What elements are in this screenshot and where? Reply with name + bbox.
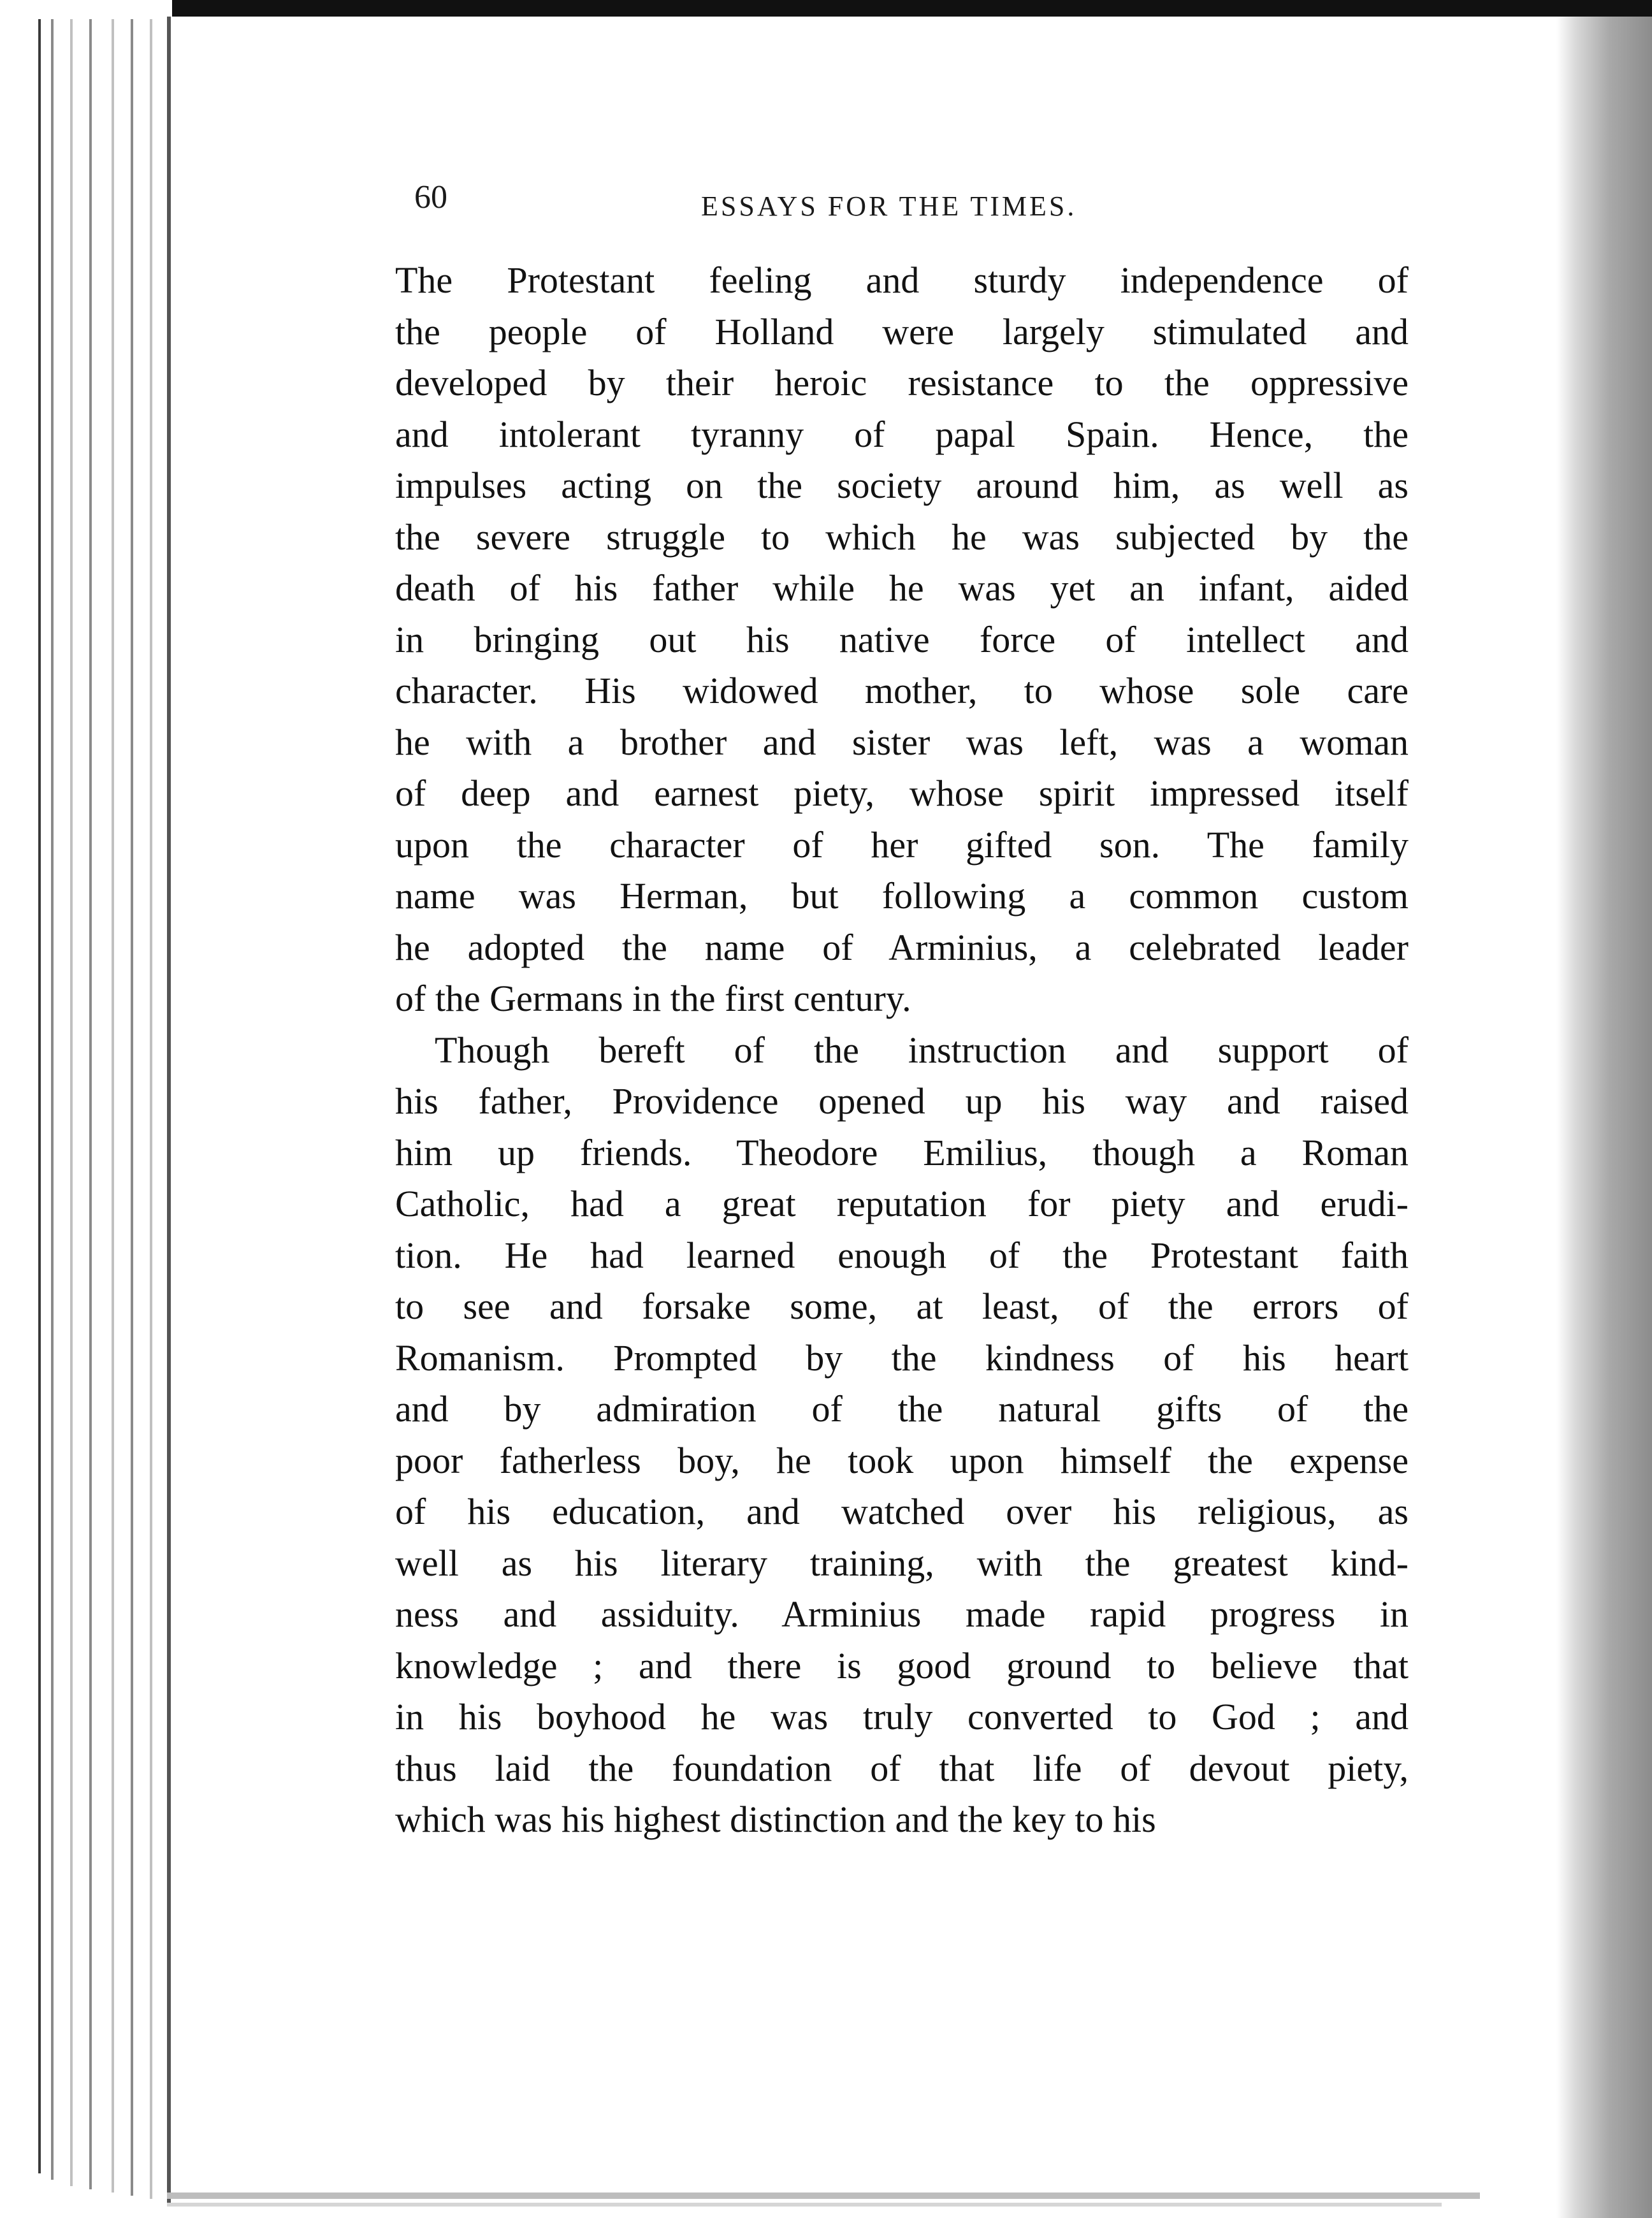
text-line: of his education, and watched over his religious, as: [395, 1491, 1409, 1532]
running-title: ESSAYS FOR THE TIMES.: [701, 191, 1077, 222]
text-line: Romanism. Prompted by the kindness of his heart: [395, 1337, 1409, 1379]
text-line: in his boyhood he was truly converted to God ; and: [395, 1696, 1409, 1737]
text-line: the severe struggle to which he was subjected by the: [395, 516, 1409, 558]
text-line: character. His widowed mother, to whose sole care: [395, 670, 1409, 711]
text-line: tion. He had learned enough of the Protestant faith: [395, 1234, 1409, 1276]
text-line: thus laid the foundation of that life of devout piety,: [395, 1747, 1409, 1789]
scan-top-edge: [0, 0, 1652, 17]
running-head: [395, 178, 1409, 229]
text-line: death of his father while he was yet an infant, aided: [395, 567, 1409, 609]
text-line: ness and assiduity. Arminius made rapid progress in: [395, 1593, 1409, 1635]
text-line: name was Herman, but following a common custom: [395, 875, 1409, 917]
text-line: The Protestant feeling and sturdy independence of: [395, 259, 1409, 301]
page-left-border: [167, 17, 171, 2203]
text-line: of deep and earnest piety, whose spirit impressed itself: [395, 772, 1409, 814]
text-line: he adopted the name of Arminius, a celebrated leader: [395, 926, 1409, 968]
text-line: Though bereft of the instruction and support of: [435, 1029, 1409, 1071]
text-line: he with a brother and sister was left, was a woman: [395, 721, 1409, 763]
text-line: developed by their heroic resistance to the oppressive: [395, 362, 1409, 403]
text-line: him up friends. Theodore Emilius, though a Roman: [395, 1131, 1409, 1173]
text-line: upon the character of her gifted son. The family: [395, 823, 1409, 866]
facing-page-shadow: [1556, 17, 1652, 2218]
text-line: which was his highest distinction and the key to his: [395, 1799, 1156, 1840]
page-bottom-edge-shadow: [167, 2203, 1442, 2207]
text-line: impulses acting on the society around him, as well as: [395, 465, 1409, 506]
page-number: 60: [414, 179, 447, 215]
text-line: of the Germans in the first century.: [395, 978, 911, 1019]
text-line: to see and forsake some, at least, of the errors of: [395, 1286, 1409, 1327]
text-line: the people of Holland were largely stimulated and: [395, 310, 1409, 352]
text-line: knowledge ; and there is good ground to believe that: [395, 1644, 1409, 1686]
text-line: well as his literary training, with the greatest kind-: [395, 1542, 1409, 1584]
text-line: and intolerant tyranny of papal Spain. Hence, the: [395, 413, 1409, 455]
text-line: and by admiration of the natural gifts of the: [395, 1388, 1409, 1430]
paragraph: [395, 1025, 1409, 1846]
body-text: [395, 255, 1409, 1846]
text-line: in bringing out his native force of intellect and: [395, 618, 1409, 660]
page-stack-edges: [0, 0, 172, 2218]
text-line: his father, Providence opened up his way and raised: [395, 1080, 1409, 1122]
book-page: [395, 178, 1409, 1846]
page-bottom-edge: [167, 2193, 1480, 2199]
paragraph: [395, 255, 1409, 1025]
text-line: poor fatherless boy, he took upon himself the expense: [395, 1439, 1409, 1481]
text-line: Catholic, had a great reputation for piety and erudi-: [395, 1183, 1409, 1224]
